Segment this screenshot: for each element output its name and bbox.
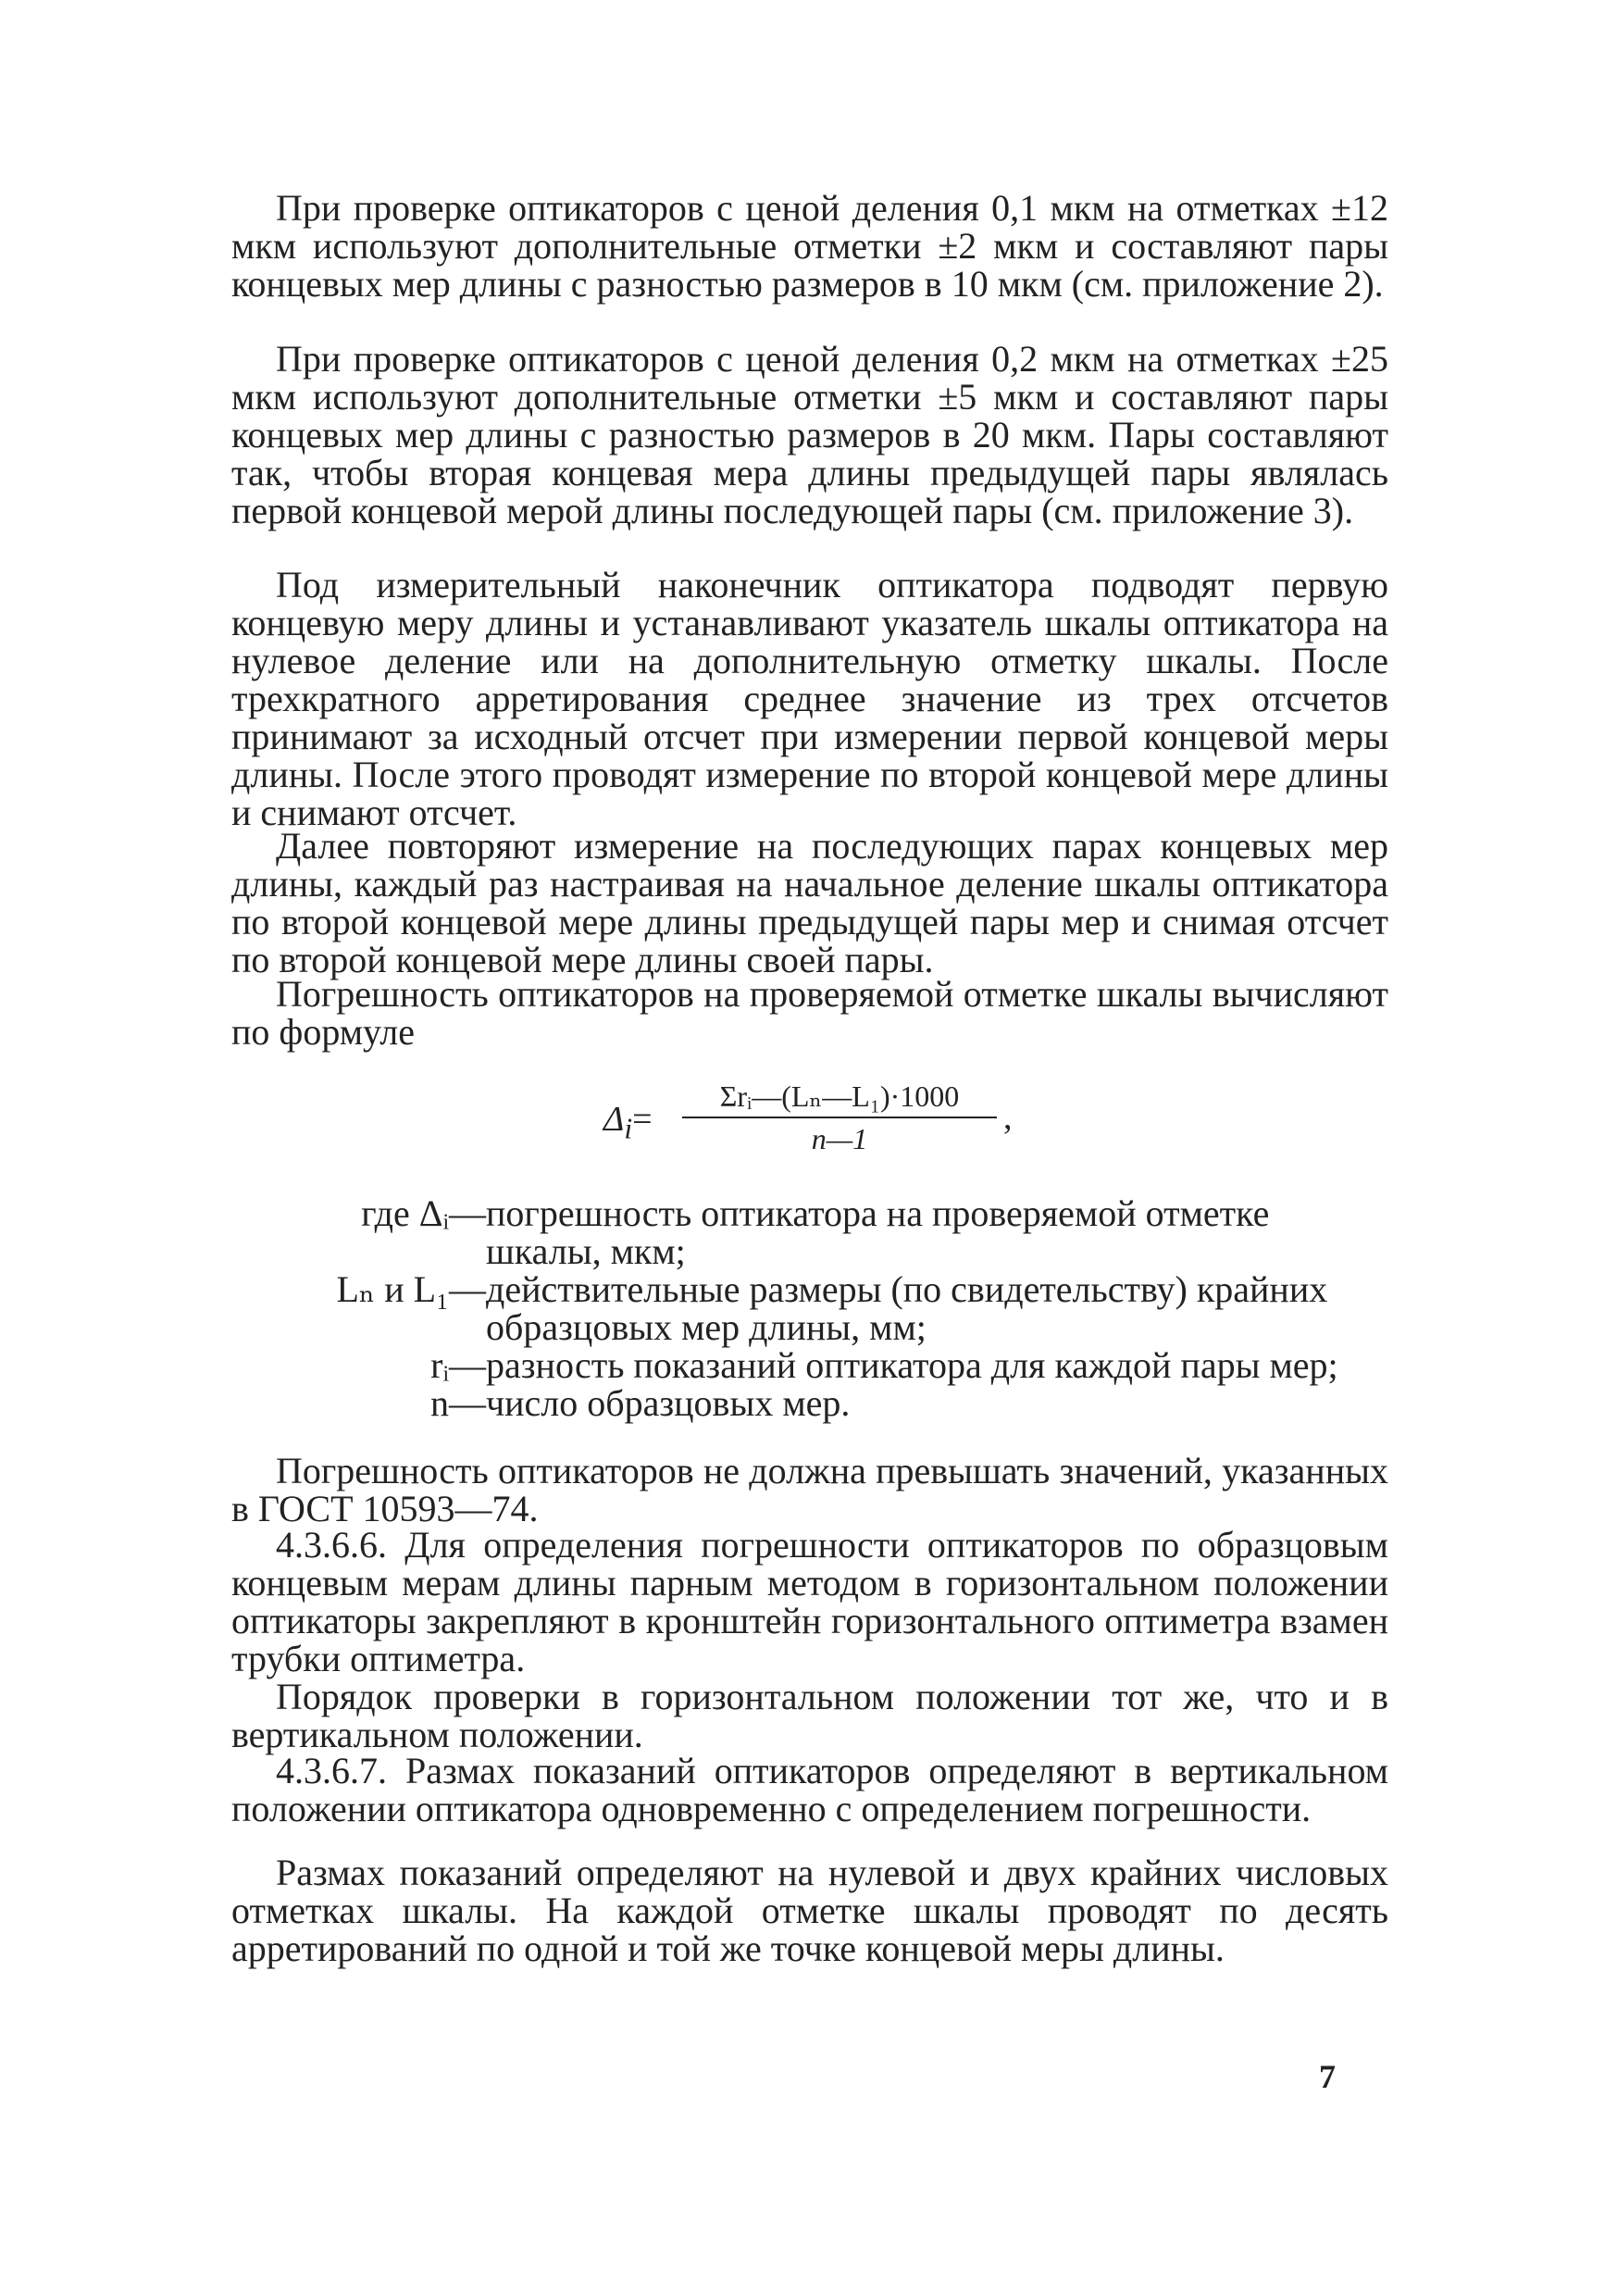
formula-fraction xyxy=(682,1079,997,1156)
formula-lhs: $\Delta_i=$ xyxy=(603,1100,653,1145)
definition-dash: — xyxy=(449,1382,486,1424)
definition-text: разность показаний оптикатора для каждой пары мер; xyxy=(486,1344,1338,1386)
definition-row xyxy=(231,1346,1388,1384)
paragraph-4: Далее повторяют измерение на последующих парах концевых мер длины, каждый раз настраивая на начальное деление шкалы оптикатора по второй концевой мере длины предыдущей пары мер и снимая отсчет по второй концевой мере длины своей пары. xyxy=(231,825,1388,980)
paragraph-8: Порядок проверки в горизонтальном положении тот же, что и в вертикальном положении. xyxy=(231,1676,1388,1755)
formula-definitions xyxy=(231,1194,1388,1422)
definition-symbol: n xyxy=(430,1382,449,1424)
page-number: 7 xyxy=(1319,2058,1336,2095)
paragraph-9: 4.3.6.7. Размах показаний оптикаторов определяют в вертикальном положении оптикатора одновременно с определением погрешности. xyxy=(231,1750,1388,1829)
definition-dash: — xyxy=(449,1344,486,1386)
paragraph-7: 4.3.6.6. Для определения погрешности оптикаторов по образцовым концевым мерам длины парным методом в горизонтальном положении оптикаторы закрепляют в кронштейн горизонтального оптиметра взамен трубки оптиметра. xyxy=(231,1524,1388,1679)
fraction-bar xyxy=(682,1117,997,1118)
definition-text: число образцовых мер. xyxy=(486,1382,851,1424)
definition-dash: — xyxy=(449,1268,486,1310)
definition-symbol: Lₙ и L₁ xyxy=(336,1268,449,1310)
formula-comma: , xyxy=(1003,1098,1013,1137)
definition-row xyxy=(231,1384,1388,1422)
definition-row xyxy=(231,1194,1388,1270)
definition-text: действительные размеры (по свидетельству) крайних образцовых мер длины, мм; xyxy=(486,1268,1328,1348)
definition-row xyxy=(231,1270,1388,1346)
paragraph-5: Погрешность оптикаторов на проверяемой отметке шкалы вычисляют по формуле xyxy=(231,973,1388,1053)
definition-symbol: rᵢ xyxy=(430,1344,449,1386)
formula-numerator: Σrᵢ—(Lₙ—L₁)·1000 xyxy=(719,1079,960,1113)
paragraph-6: Погрешность оптикаторов не должна превышать значений, указанных в ГОСТ 10593—74. xyxy=(231,1450,1388,1529)
error-formula xyxy=(603,1079,1029,1162)
formula-denominator: n—1 xyxy=(811,1122,868,1155)
paragraph-1: При проверке оптикаторов с ценой деления 0,1 мкм на отметках ±12 мкм используют дополнительные отметки ±2 мкм и составляют пары концевых мер длины с разностью размеров в 10 мкм (см. приложение 2). xyxy=(231,187,1388,305)
definition-dash: — xyxy=(449,1192,486,1234)
paragraph-2: При проверке оптикаторов с ценой деления 0,2 мкм на отметках ±25 мкм используют дополнительные отметки ±5 мкм и составляют пары концевых мер длины с разностью размеров в 20 мкм. Пары составляют так, чтобы вторая концевая мера длины предыдущей пары являлась первой концевой мерой длины последующей пары (см. приложение 3). xyxy=(231,338,1388,531)
paragraph-10: Размах показаний определяют на нулевой и двух крайних числовых отметках шкалы. На каждой отметке шкалы проводят по десять арретирований по одной и той же точке концевой меры длины. xyxy=(231,1852,1388,1969)
definition-symbol: где Δᵢ xyxy=(361,1192,449,1234)
paragraph-3: Под измерительный наконечник оптикатора подводят первую концевую меру длины и устанавливают указатель шкалы оптикатора на нулевое деление или на дополнительную отметку шкалы. После трехкратного арретирования среднее значение из трех отсчетов принимают за исходный отсчет при измерении первой концевой меры длины. После этого проводят измерение по второй концевой мере длины и снимают отсчет. xyxy=(231,564,1388,833)
definition-text: погрешность оптикатора на проверяемой отметке шкалы, мкм; xyxy=(486,1192,1270,1272)
